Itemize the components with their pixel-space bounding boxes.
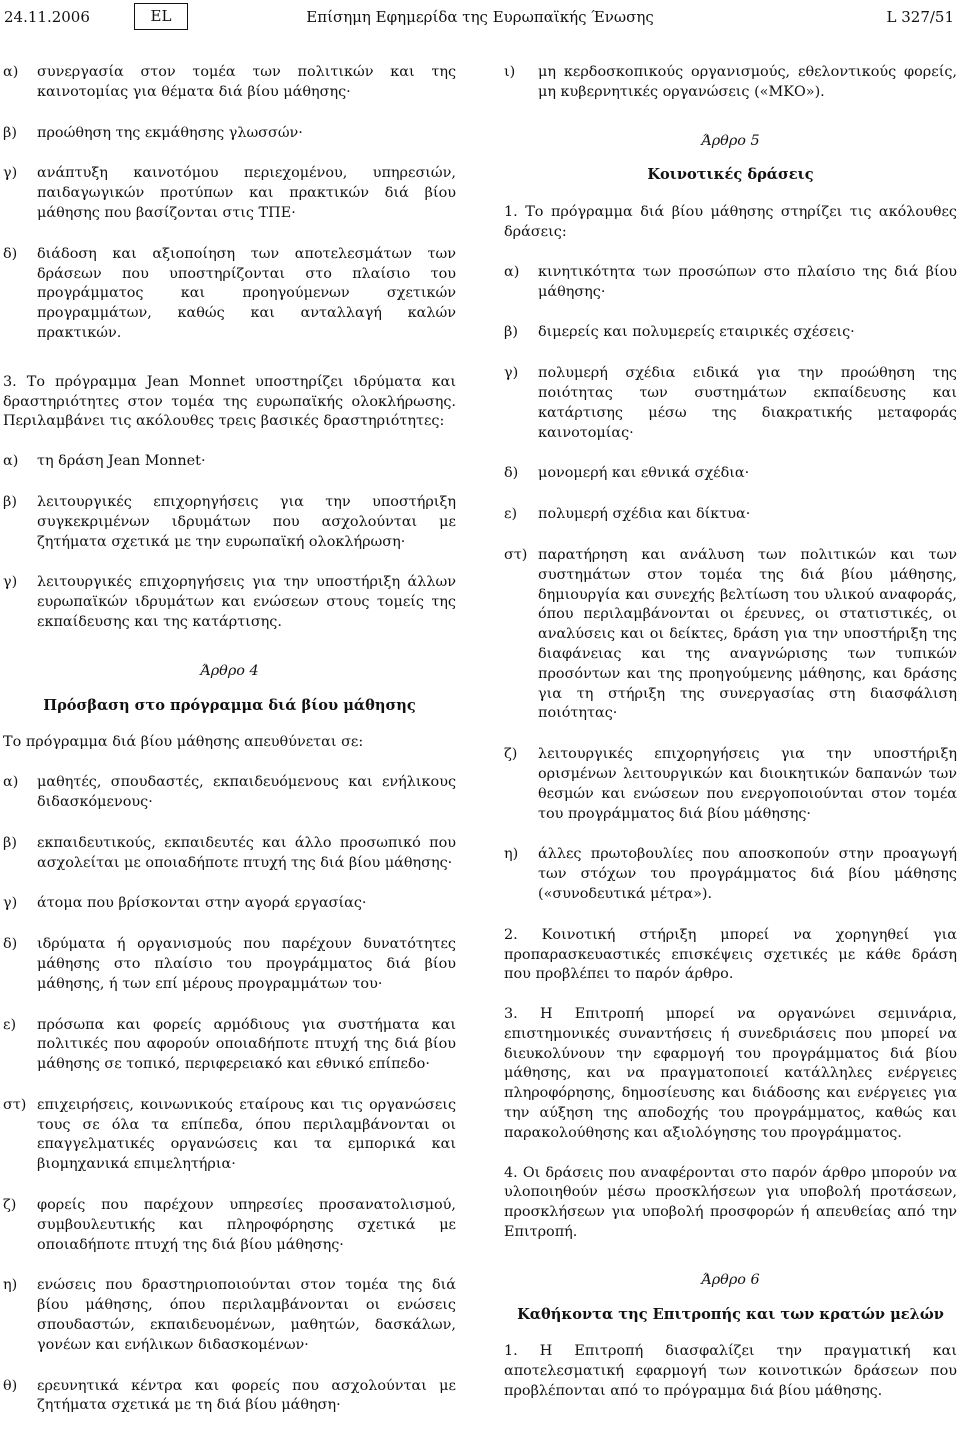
list-item-label: α) [3,64,19,80]
list-item-label: β) [504,324,518,341]
article-5-paragraph-2: 2. Κοινοτική στήριξη μπορεί να χορηγηθεί για προπαρασκευαστικές επισκέψεις σχετικές με κάθε δράση που προβλέπει το παρόν άρθρο. [504,926,957,983]
list-item-text: ιδρύματα ή οργανισμούς που παρέχουν δυνατότητες μάθησης στο πλαίσιο του προγράμματος διά βίου μάθησης, ή των επί μέρους προγραμμάτων του· [37,936,456,992]
list-item-text: διμερείς και πολυμερείς εταιρικές σχέσεις· [538,324,855,341]
list-item [3,245,456,344]
list-items-article4 [3,773,456,1416]
article-5-paragraph-3: 3. Η Επιτροπή μπορεί να οργανώνει σεμινάρια, επιστημονικές συναντήσεις ή συνεδριάσεις που μπορεί να διευκολύνουν την εφαρμογή του προγράμματος διά βίου μάθησης, και να πραγματοποιεί κατάλληλες ενέργειες πληροφόρησης, δημοσίευσης και διάδοσης και ενέργειες για την αύξηση της αποδοχής του προγράμματος, καθώς και παρακολούθησης και αξιολόγησης του προγράμματος. [504,1006,957,1141]
list-item-label: η) [504,846,519,863]
list-item [3,493,456,552]
list-item-text: πρόσωπα και φορείς αρμόδιους για συστήματα και πολιτικές που αφορούν οποιαδήποτε πτυχή της διά βίου μάθησης σε τοπικό, περιφερειακό και εθνικό επίπεδο· [37,1016,456,1073]
list-item [3,834,456,874]
list-item-text: ανάπτυξη καινοτόμου περιεχομένου, υπηρεσιών, παιδαγωγικών προτύπων και πρακτικών διά βίου μάθησης που βασίζονται στις ΤΠΕ· [37,165,456,221]
list-items-jean-monnet [3,452,456,633]
list-item-text: εκπαιδευτικούς, εκπαιδευτές και άλλο προσωπικό που ασχολείται με οποιαδήποτε πτυχή της διά βίου μάθησης· [37,834,456,871]
list-item-text: διάδοση και αξιοποίηση των αποτελεσμάτων των δράσεων που υποστηρίζονται στο πλαίσιο του προγράμματος και προηγούμενων σχετικών προγραμμάτων, καθώς και ανταλλαγή καλών πρακτικών. [37,245,456,341]
article-5-title: Κοινοτικές δράσεις [647,166,814,184]
list-item [3,1196,456,1255]
list-item-text: συνεργασία στον τομέα των πολιτικών και της καινοτομίας για θέματα διά βίου μάθησης· [37,64,456,100]
list-item-text: λειτουργικές επιχορηγήσεις για την υποστήριξη άλλων ευρωπαϊκών ιδρυμάτων και ενώσεων στους τομείς της εκπαίδευσης και της κατάρτισης. [37,574,456,630]
list-item [504,323,957,343]
list-item-label: ι) [504,64,516,80]
list-item-text: άτομα που βρίσκονται στην αγορά εργασίας· [37,895,367,912]
journal-title: Επίσημη Εφημερίδα της Ευρωπαϊκής Ένωσης [306,8,654,26]
list-item-text: ενώσεις που δραστηριοποιούνται στον τομέα της διά βίου μάθησης, όπου περιλαμβάνονται οι ενώσεις σπουδαστών, εκπαιδευομένων, μαθητών, δασκάλων, γονέων και ενήλικων διδασκομένων· [37,1277,456,1353]
list-item [504,845,957,904]
list-item [3,1096,456,1175]
list-item-label: γ) [3,165,18,182]
list-item-text: λειτουργικές επιχορηγήσεις για την υποστήριξη συγκεκριμένων ιδρυμάτων που ασχολούνται με ζητήματα σχετικά με την ευρωπαϊκή ολοκλήρωση· [37,493,456,550]
list-item-text: πολυμερή σχέδια ειδικά για την προώθηση της ποιότητας των συστημάτων εκπαίδευσης και κατάρτισης μέσω της διακρατικής μεταφοράς καινοτομίας· [538,365,957,441]
list-item [3,1016,456,1075]
list-item-text: τη δράση Jean Monnet· [37,453,206,470]
list-item [3,452,456,472]
list-item [3,124,456,144]
page-reference: L 327/51 [886,8,954,26]
list-item-label: δ) [504,465,519,482]
right-column [504,63,957,1422]
list-item [504,505,957,525]
list-item-label: γ) [504,365,519,382]
article-6-number: Άρθρο 6 [701,1271,760,1288]
left-column [3,63,456,1437]
list-item [504,63,957,103]
article-6-paragraph-1: 1. Η Επιτροπή διασφαλίζει την πραγματική και αποτελεσματική εφαρμογή των κοινοτικών δράσεων που προβλέπονται από το πρόγραμμα διά βίου μάθησης. [504,1343,957,1400]
list-item-label: η) [3,1277,18,1294]
list-item-text: μη κερδοσκοπικούς οργανισμούς, εθελοντικούς φορείς, μη κυβερνητικές οργανώσεις («ΜΚΟ»). [538,64,957,100]
list-item-text: μονομερή και εθνικά σχέδια· [538,465,750,482]
list-item-text: πολυμερή σχέδια και δίκτυα· [538,506,751,523]
list-item [3,573,456,632]
article-4-title: Πρόσβαση στο πρόγραμμα διά βίου μάθησης [43,696,416,714]
article-5-paragraph-4: 4. Οι δράσεις που αναφέρονται στο παρόν άρθρο μπορούν να υλοποιηθούν μέσω προσκλήσεων για υποβολή προτάσεων, προσκλήσεων για υποβολή προσφορών ή απευθείας από την Επιτροπή. [504,1164,957,1241]
list-item-text: ερευνητικά κέντρα και φορείς που ασχολούνται με ζητήματα σχετικά με τη διά βίου μάθηση· [37,1377,456,1414]
list-item-text: άλλες πρωτοβουλίες που αποσκοπούν στην προαγωγή των στόχων του προγράμματος διά βίου μάθησης («συνοδευτικά μέτρα»). [538,846,957,902]
language-code-box: EL [134,3,188,30]
list-item-text: μαθητές, σπουδαστές, εκπαιδευόμενους και ενήλικους διδασκόμενους· [37,774,456,810]
list-item [504,263,957,303]
list-item-label: γ) [3,895,18,912]
list-item-label: α) [3,453,19,470]
list-item-label: β) [3,493,17,510]
list-item-label: στ) [3,1096,27,1113]
list-item-label: δ) [3,245,18,262]
list-item [3,773,456,813]
list-item-label: γ) [3,574,18,591]
list-items-article3-cont [3,63,456,344]
list-item-label: ζ) [3,1197,17,1214]
list-item-label: β) [3,834,17,851]
page-header [0,0,960,34]
list-item [3,1276,456,1355]
list-items-article5 [504,263,957,905]
list-item-text: φορείς που παρέχουν υπηρεσίες προσανατολισμού, συμβουλευτικής και πληροφόρησης σχετικά με οποιαδήποτε πτυχή της διά βίου μάθησης· [37,1197,456,1253]
list-item-text: παρατήρηση και ανάλυση των πολιτικών και των συστημάτων στον τομέα της διά βίου μάθησης, δημιουργία και συνεχής βελτίωση του υλικού αναφοράς, όπου περιλαμβάνονται οι έρευνες, οι στατιστικές, οι αναλύσεις και οι δείκτες, δράση για την υποστήριξη της διαφάνειας και της αναγνώρισης των τυπικών προσόντων και της προηγούμενης μάθησης, και δράσης για τη στήριξη της συνεργασίας στη διασφάλιση ποιότητας· [538,546,957,722]
article-4-number: Άρθρο 4 [200,662,259,679]
list-item-label: ζ) [504,746,518,763]
list-item [3,935,456,994]
article-6-title: Καθήκοντα της Επιτροπής και των κρατών μελών [517,1305,944,1323]
list-item-label: β) [3,124,17,141]
paragraph-3: 3. Το πρόγραμμα Jean Monnet υποστηρίζει ιδρύματα και δραστηριότητες στον τομέα της ευρωπαϊκής ολοκλήρωσης. Περιλαμβάνει τις ακόλουθες τρεις βασικές δραστηριότητες: [3,373,456,430]
list-item-label: ε) [504,506,518,523]
list-item-text: επιχειρήσεις, κοινωνικούς εταίρους και τις οργανώσεις τους σε όλα τα επίπεδα, όπου περιλαμβάνονται οι επαγγελματικές οργανώσεις και τα εμπορικά και βιομηχανικά επιμελητήρια· [37,1096,456,1173]
article-5-paragraph-1: 1. Το πρόγραμμα διά βίου μάθησης στηρίζει τις ακόλουθες δράσεις: [504,204,957,240]
publication-date: 24.11.2006 [4,8,90,26]
list-item [3,894,456,914]
list-item-text: κινητικότητα των προσώπων στο πλαίσιο της διά βίου μάθησης· [538,263,957,300]
list-item [504,364,957,443]
list-item [3,63,456,103]
list-item [504,546,957,724]
list-item-label: ε) [3,1016,17,1033]
list-item-text: προώθηση της εκμάθησης γλωσσών· [37,124,303,141]
list-item-label: α) [3,774,19,791]
list-item-text: λειτουργικές επιχορηγήσεις για την υποστήριξη ορισμένων λειτουργικών και διοικητικών δαπανών των θεσμών και ενώσεων που ενεργοποιούνται στον τομέα του προγράμματος διά βίου μάθησης· [538,746,957,822]
list-item-label: δ) [3,936,18,953]
list-item-label: θ) [3,1377,18,1394]
list-item [3,164,456,223]
article-4-intro: Το πρόγραμμα διά βίου μάθησης απευθύνεται σε: [3,734,364,751]
article-5-number: Άρθρο 5 [701,132,760,149]
list-item [504,464,957,484]
list-item-label: α) [504,263,520,280]
list-item [504,745,957,824]
list-item-label: στ) [504,546,528,563]
list-item [3,1377,456,1417]
